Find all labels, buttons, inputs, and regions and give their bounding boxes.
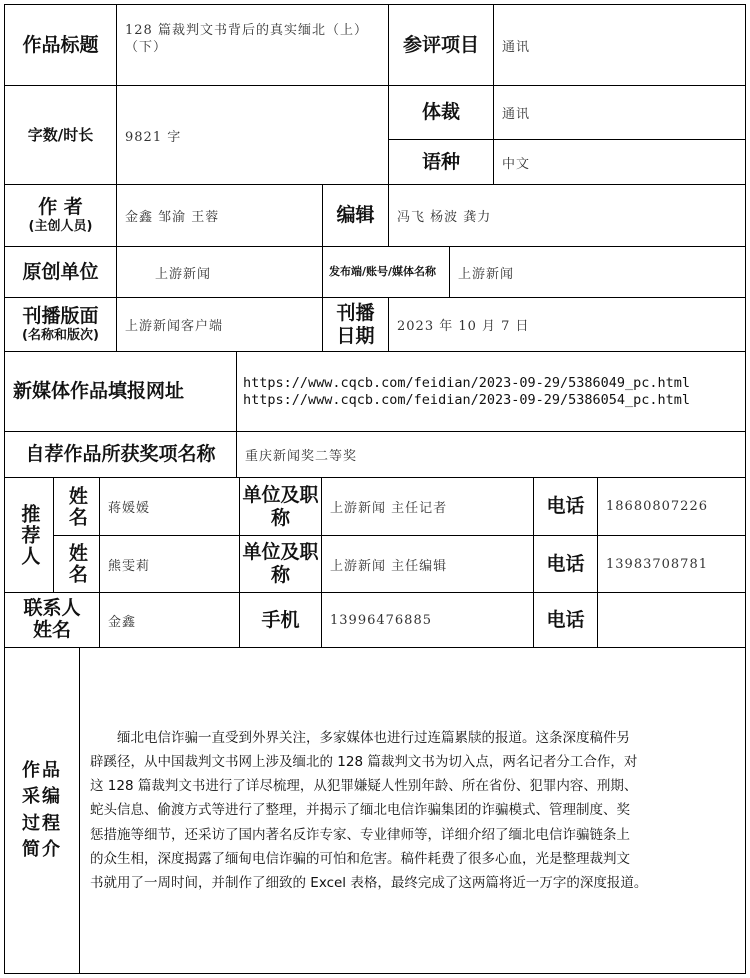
entry-value: 通讯 <box>493 4 746 86</box>
recommender-1-position: 上游新闻 主任记者 <box>321 477 534 536</box>
genre-value: 通讯 <box>493 85 746 140</box>
url-link-1[interactable]: https://www.cqcb.com/feidian/2023-09-29/5386049_pc.html <box>243 374 691 391</box>
layout-label-cell <box>4 297 117 352</box>
date-label-cell <box>322 297 389 352</box>
award-value: 重庆新闻奖二等奖 <box>236 431 746 478</box>
contact-phone-label: 电话 <box>533 592 598 648</box>
title-label: 作品标题 <box>4 4 117 86</box>
date-value: 2023 年 10 月 7 日 <box>388 297 746 352</box>
mobile-value: 13996476885 <box>321 592 534 648</box>
recommender-2-position: 上游新闻 主任编辑 <box>321 535 534 593</box>
recommender-label: 推荐人 <box>18 503 41 567</box>
words-value: 9821 字 <box>116 85 389 185</box>
recommender-label-cell <box>4 477 54 593</box>
entry-label: 参评项目 <box>388 4 494 86</box>
author-sub-label: (主创人员) <box>28 219 93 235</box>
language-label: 语种 <box>388 139 494 185</box>
contact-label: 联系人姓名 <box>4 592 100 648</box>
editor-value: 冯飞 杨波 龚力 <box>388 184 746 247</box>
date-label-line-1: 刊播 <box>336 301 375 324</box>
layout-sub-label: (名称和版次) <box>22 328 99 344</box>
editor-label: 编辑 <box>322 184 389 247</box>
contact-phone-value <box>597 592 746 648</box>
contact-value: 金鑫 <box>99 592 240 648</box>
recommender-2-name-label: 姓名 <box>65 543 88 585</box>
award-label: 自荐作品所获奖项名称 <box>4 431 237 478</box>
unit-value: 上游新闻 <box>116 246 323 298</box>
summary-label: 作品采编过程简介 <box>22 760 62 860</box>
recommender-2-position-label: 单位及职称 <box>239 535 322 593</box>
words-label: 字数/时长 <box>4 85 117 185</box>
summary-line: 惩措施等细节，还采访了国内著名反诈专家、专业律师等，详细介绍了缅北电信诈骗链条上 <box>90 826 630 843</box>
recommender-1-name-label: 姓名 <box>65 485 88 528</box>
recommender-1-phone: 18680807226 <box>597 477 746 536</box>
publisher-value: 上游新闻 <box>449 246 746 298</box>
recommender-1-name-label-cell <box>53 477 100 536</box>
layout-label: 刊播版面 <box>22 305 99 328</box>
summary-text <box>79 647 746 974</box>
language-value: 中文 <box>493 139 746 185</box>
url-label: 新媒体作品填报网址 <box>4 351 237 432</box>
summary-line: 这 128 篇裁判文书进行了详尽梳理，从犯罪嫌疑人性别年龄、所在省份、犯罪内容、刑期、 <box>90 778 638 795</box>
unit-label: 原创单位 <box>4 246 117 298</box>
title-value: 128 篇裁判文书背后的真实缅北（上）（下） <box>116 4 389 86</box>
summary-line: 缅北电信诈骗一直受到外界关注，多家媒体也进行过连篇累牍的报道。这条深度稿件另 <box>117 730 630 747</box>
recommender-2-name: 熊雯莉 <box>99 535 240 593</box>
summary-line: 辟蹊径，从中国裁判文书网上涉及缅北的 128 篇裁判文书为切入点，两名记者分工合作，对 <box>90 754 638 771</box>
recommender-2-phone-label: 电话 <box>533 535 598 593</box>
summary-label-cell <box>4 647 80 974</box>
summary-line: 的众生相，深度揭露了缅甸电信诈骗的可怕和危害。稿件耗费了很多心血，光是整理裁判文 <box>90 850 630 867</box>
recommender-2-phone: 13983708781 <box>597 535 746 593</box>
author-label: 作 者 <box>38 196 83 219</box>
recommender-1-phone-label: 电话 <box>533 477 598 536</box>
recommender-1-name: 蒋媛媛 <box>99 477 240 536</box>
mobile-label: 手机 <box>239 592 322 648</box>
layout-value: 上游新闻客户端 <box>116 297 323 352</box>
summary-line: 蛇头信息、偷渡方式等进行了整理，并揭示了缅北电信诈骗集团的诈骗模式、管理制度、奖 <box>90 802 630 819</box>
url-link-2[interactable]: https://www.cqcb.com/feidian/2023-09-29/5386054_pc.html <box>243 391 691 408</box>
genre-label: 体裁 <box>388 85 494 140</box>
date-label-line-2: 日期 <box>336 324 375 347</box>
author-label-cell <box>4 184 117 247</box>
url-list <box>236 351 746 432</box>
recommender-2-name-label-cell <box>53 535 100 593</box>
summary-paragraph <box>90 726 647 894</box>
publisher-label: 发布端/账号/媒体名称 <box>322 246 450 298</box>
author-value: 金鑫 邹渝 王蓉 <box>116 184 323 247</box>
summary-line: 书就用了一周时间，并制作了细致的 Excel 表格，最终完成了这两篇将近一万字的深度报道。 <box>90 874 648 891</box>
recommender-1-position-label: 单位及职称 <box>239 477 322 536</box>
